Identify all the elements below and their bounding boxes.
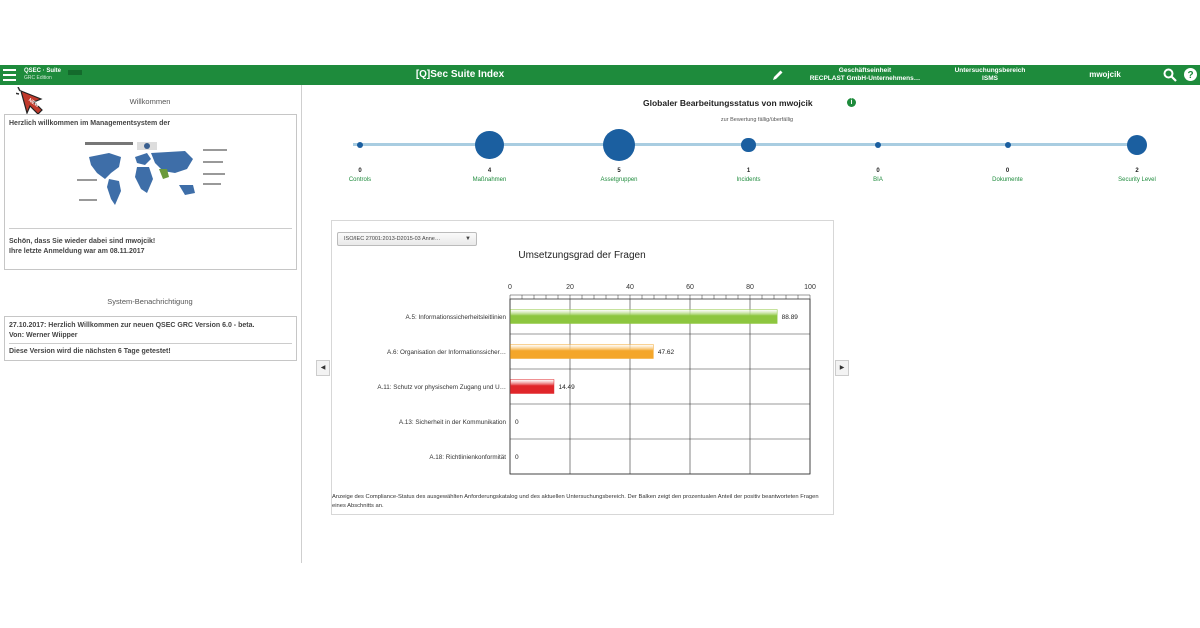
data-bar[interactable]: [511, 345, 654, 359]
timeline-count: 5: [617, 168, 621, 174]
catalog-dropdown-value: ISO/IEC 27001:2013-D2015-03 Anne…: [344, 236, 441, 242]
timeline-count: 1: [746, 168, 751, 174]
timeline-label[interactable]: Assetgruppen: [600, 177, 638, 183]
global-status-subtitle: zur Bewertung fällig/überfällig: [720, 117, 794, 123]
timeline-label[interactable]: Dokumente: [992, 177, 1023, 183]
compliance-chart-panel: [331, 220, 834, 515]
global-status-title: Globaler Bearbeitungsstatus von mwojcik: [643, 98, 813, 108]
timeline-count: 0: [876, 168, 880, 174]
brand-logo[interactable]: [24, 68, 61, 82]
x-tick-label: 40: [626, 284, 634, 291]
top-bar: [0, 65, 1200, 85]
pencil-icon[interactable]: [772, 69, 784, 81]
notification-line-2: Von: Werner Wiipper: [9, 332, 78, 339]
welcome-line-2: Ihre letzte Anmeldung war am 08.11.2017: [9, 248, 145, 255]
world-map-image: [75, 139, 235, 213]
new-marker-text: NEW: [27, 97, 41, 109]
help-icon[interactable]: [1184, 68, 1197, 81]
data-value-label: 88.89: [781, 314, 798, 321]
user-menu[interactable]: mwojcik: [1089, 70, 1121, 79]
timeline-node-2[interactable]: [603, 129, 635, 161]
timeline-label[interactable]: Maßnahmen: [472, 177, 507, 183]
page-title: [Q]Sec Suite Index: [415, 69, 505, 80]
plot-area: [510, 299, 810, 474]
notification-divider: [9, 343, 292, 344]
x-tick-label: 20: [566, 284, 574, 291]
brand-badge: [68, 70, 82, 75]
timeline-label[interactable]: BIA: [873, 177, 883, 183]
category-label: A.5: Informationssicherheitsleitlinien: [405, 314, 506, 321]
timeline-node-1[interactable]: [475, 131, 504, 160]
data-bar[interactable]: [511, 310, 778, 324]
search-icon[interactable]: [1163, 68, 1177, 82]
timeline-count: 0: [1005, 168, 1010, 174]
notification-title: System-Benachrichtigung: [107, 297, 193, 306]
chart-title: Umsetzungsgrad der Fragen: [518, 250, 646, 261]
x-tick-label: 80: [746, 284, 754, 291]
timeline-count: 2: [1135, 168, 1139, 174]
data-value-label: 0: [515, 454, 519, 461]
timeline-node-6[interactable]: [1127, 135, 1147, 155]
category-label: A.11: Schutz vor physischem Zugang und U…: [377, 384, 506, 391]
timeline-count: 4: [487, 168, 492, 174]
chevron-down-icon: ▼: [465, 236, 471, 242]
timeline-node-5[interactable]: [1005, 142, 1011, 148]
data-value-label: 14.49: [558, 384, 575, 391]
category-label: A.13: Sicherheit in der Kommunikation: [398, 419, 506, 426]
info-icon[interactable]: i: [847, 98, 856, 107]
category-label: A.18: Richtlinienkonformität: [429, 454, 506, 461]
app-window: [0, 65, 1200, 563]
timeline-label[interactable]: Incidents: [736, 177, 761, 183]
notification-line-1: 27.10.2017: Herzlich Willkommen zur neuen QSEC GRC Version 6.0 - beta.: [9, 322, 255, 329]
data-value-label: 47.62: [657, 349, 675, 356]
scope-selector[interactable]: [940, 67, 1040, 83]
business-unit-value: RECPLAST GmbH-Unternehmens…: [809, 75, 921, 82]
chart-description: Anzeige des Compliance-Status des ausgewählten Anforderungskatalog und des aktuellen Untersuchungsbereich. Der Balken zeigt den prozentualen Anteil der positiv beantworteten Fragen eines Abschnitts an.: [332, 494, 819, 509]
business-unit-selector[interactable]: [795, 67, 935, 83]
notification-line-3: Diese Version wird die nächsten 6 Tage getestet!: [9, 348, 171, 355]
timeline-node-0[interactable]: [357, 142, 363, 148]
compliance-bar-chart: [332, 221, 833, 491]
x-tick-label: 0: [508, 284, 512, 291]
business-unit-label: Geschäftseinheit: [838, 67, 892, 74]
category-label: A.6: Organisation der Informationssicher…: [387, 349, 506, 356]
timeline-label[interactable]: Security Level: [1118, 177, 1156, 183]
scope-label: Untersuchungsbereich: [954, 67, 1026, 74]
catalog-dropdown[interactable]: [337, 232, 477, 246]
data-value-label: 0: [515, 419, 519, 426]
next-chart-button[interactable]: ▶: [835, 360, 849, 376]
x-tick-label: 100: [804, 284, 816, 291]
timeline-node-4[interactable]: [875, 142, 881, 148]
brand-edition: GRC Edition: [24, 75, 52, 81]
welcome-heading: Herzlich willkommen im Managementsystem der: [9, 120, 171, 127]
timeline-count: 0: [358, 168, 362, 174]
notification-box: [4, 316, 297, 361]
welcome-line-1: Schön, dass Sie wieder dabei sind mwojcik!: [9, 238, 156, 245]
hamburger-menu-icon[interactable]: [3, 69, 16, 81]
left-panel: [0, 85, 302, 563]
data-bar[interactable]: [511, 380, 554, 394]
previous-chart-button[interactable]: ◀: [316, 360, 330, 376]
welcome-title: Willkommen: [129, 97, 171, 106]
welcome-divider: [9, 228, 292, 229]
timeline-label[interactable]: Controls: [348, 177, 372, 183]
brand-name: QSEC · Suite: [24, 68, 62, 74]
x-tick-label: 60: [686, 284, 694, 291]
welcome-box: [4, 114, 297, 270]
main-content: [303, 85, 1200, 563]
svg-text:?: ?: [1187, 70, 1194, 81]
timeline-node-3[interactable]: [741, 138, 755, 152]
scope-value: ISMS: [982, 75, 998, 82]
